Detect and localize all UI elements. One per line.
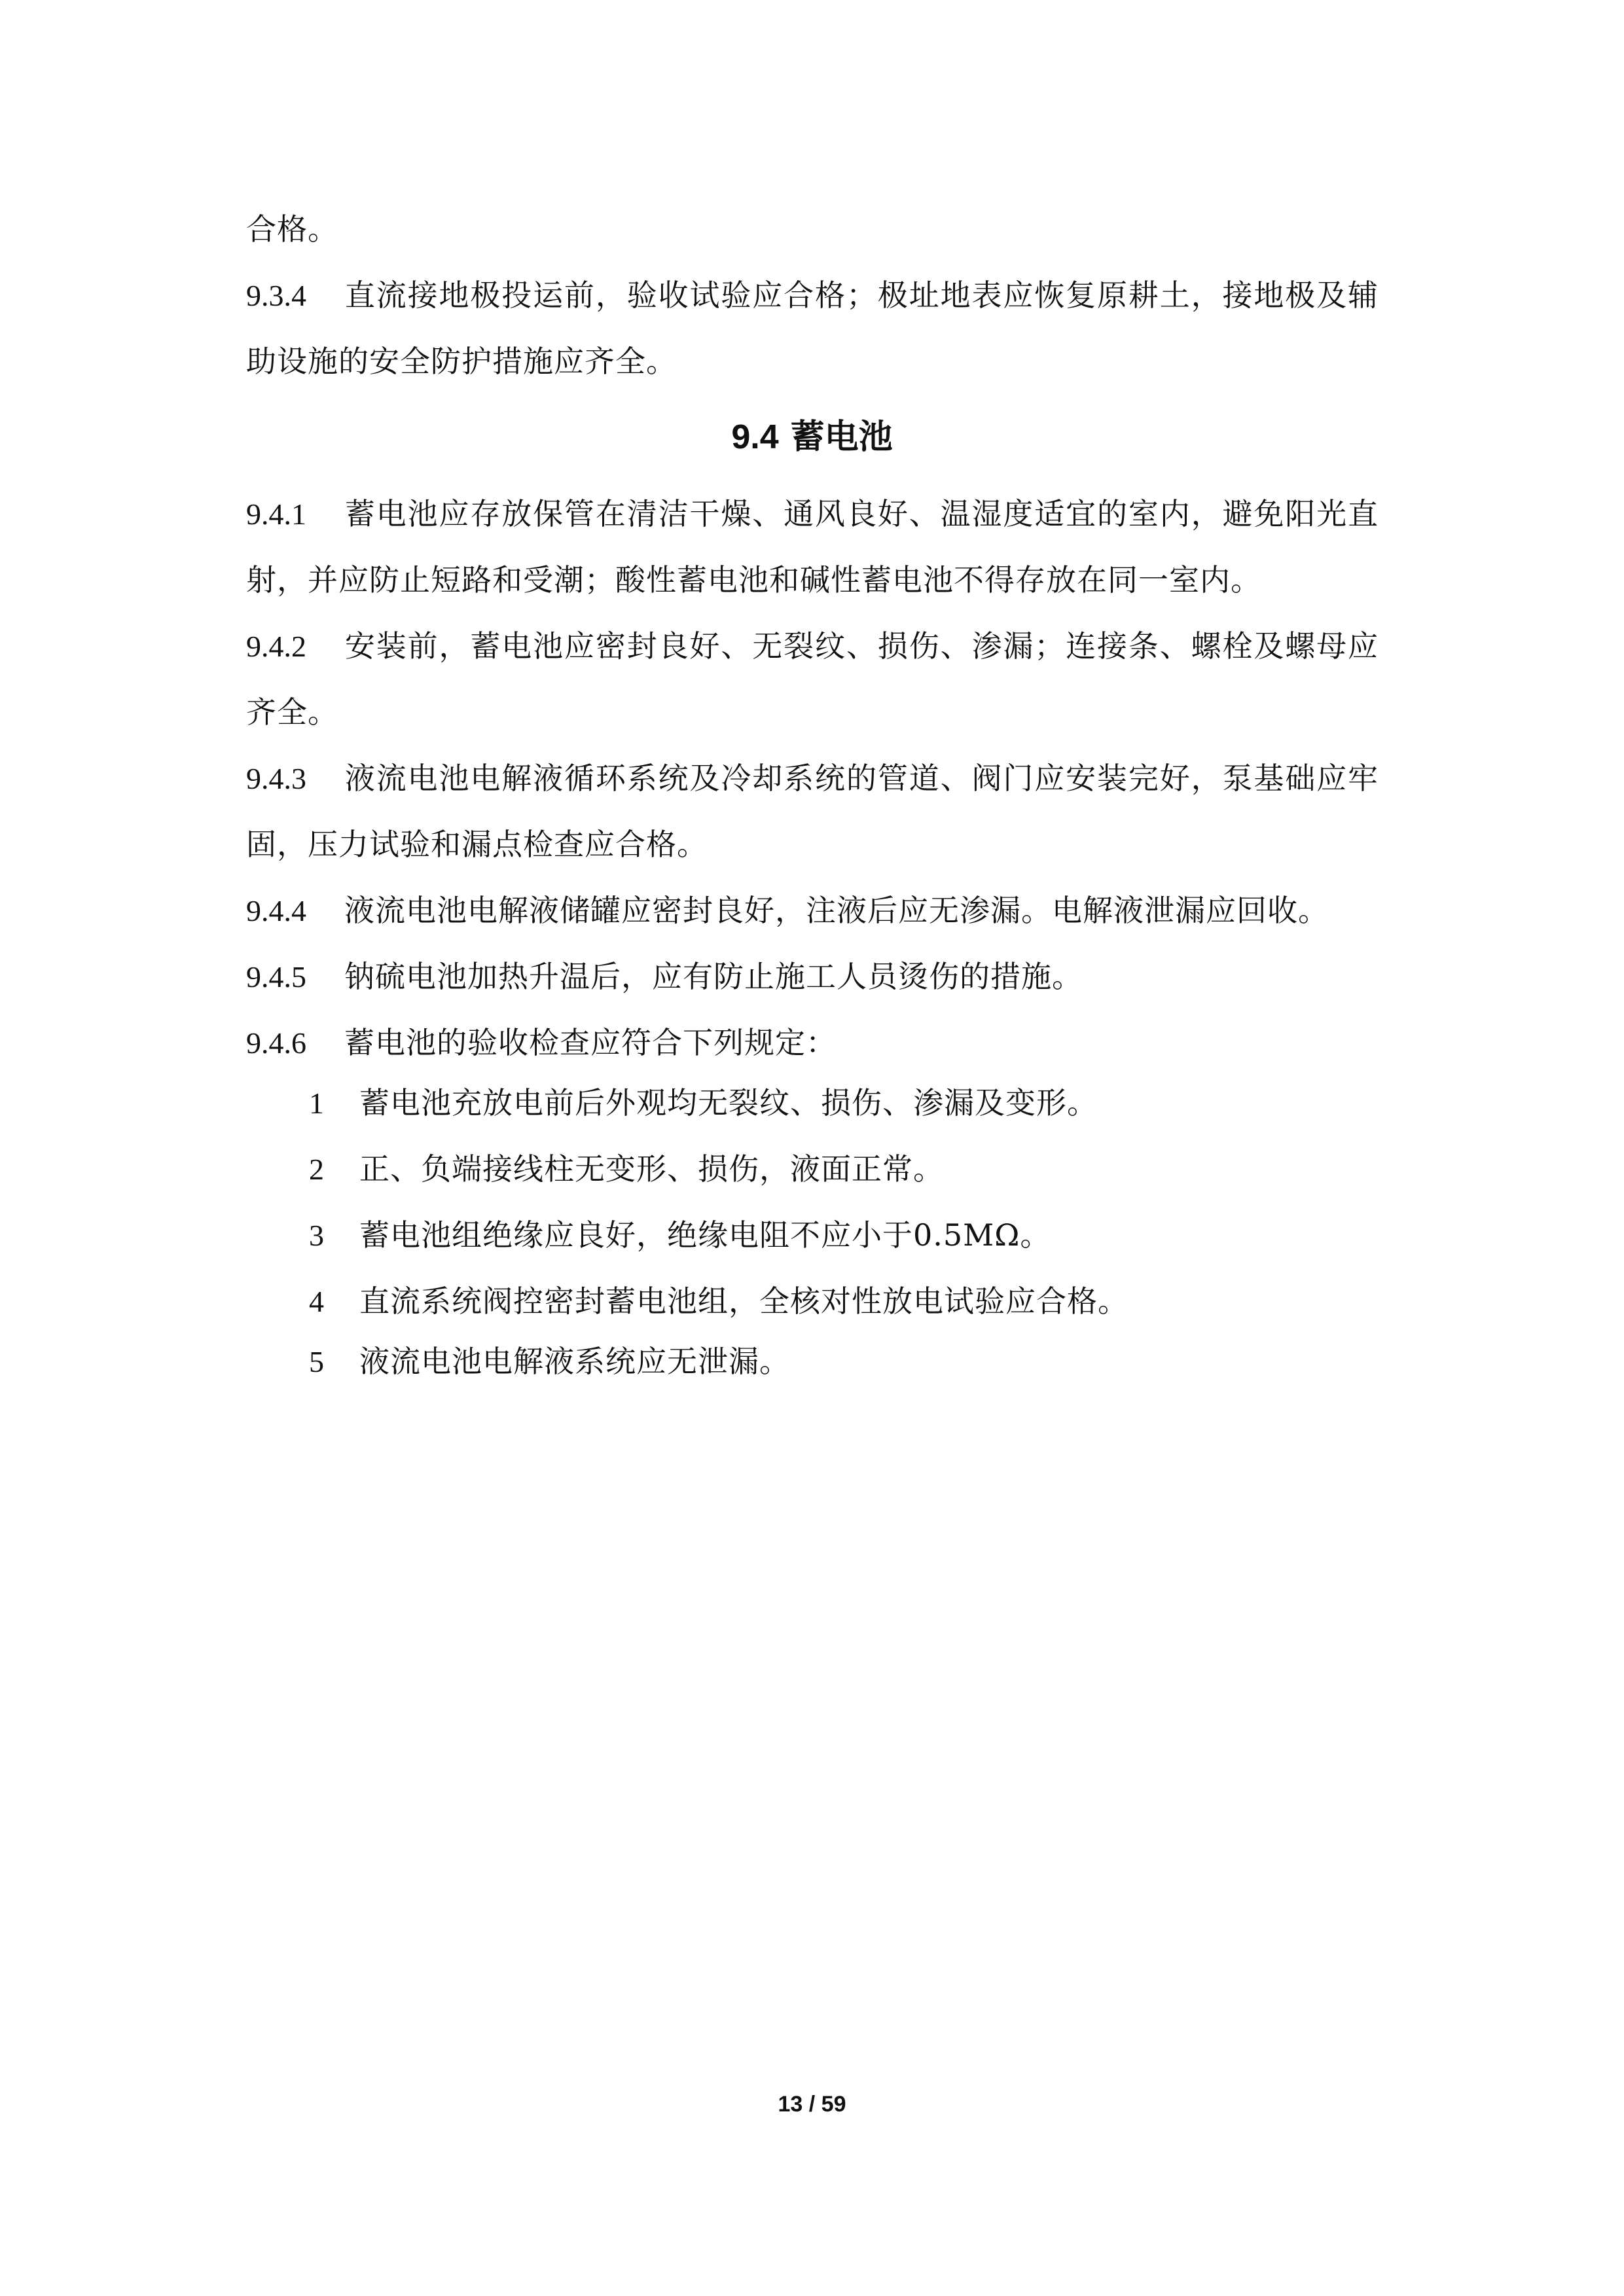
clause-block-9-4 (246, 481, 1379, 1076)
section-number: 9.4 (731, 418, 779, 456)
clause-number: 9.4.4 (246, 894, 306, 927)
list-item-number: 1 (309, 1086, 325, 1120)
clause-number: 9.4.5 (246, 960, 306, 994)
clause-number: 9.4.2 (246, 630, 306, 663)
list-item (246, 1070, 1379, 1136)
list-item (246, 1136, 1379, 1202)
clause-text: 蓄电池应存放保管在清洁干燥、通风良好、温湿度适宜的室内，避免阳光直射，并应防止短路和受潮；酸性蓄电池和碱性蓄电池不得存放在同一室内。 (246, 496, 1379, 598)
list-item (246, 1335, 1379, 1388)
page-number: 13 / 59 (778, 2092, 846, 2117)
list-item-text: 液流电池电解液系统应无泄漏。 (359, 1344, 790, 1379)
list-item-number: 2 (309, 1153, 325, 1186)
clause-9-4-6 (246, 1010, 1379, 1076)
clause-text: 合格。 (246, 211, 338, 247)
clause-9-4-1 (246, 481, 1379, 613)
list-item-number: 5 (309, 1345, 325, 1378)
requirement-list (246, 1070, 1379, 1388)
list-item (246, 1268, 1379, 1335)
list-item (246, 1202, 1379, 1268)
clause-block-9-3 (246, 196, 1379, 395)
section-title: 蓄电池 (790, 418, 893, 457)
clause-text: 液流电池电解液循环系统及冷却系统的管道、阀门应安装完好，泵基础应牢固，压力试验和漏点检查应合格。 (246, 761, 1379, 862)
clause-9-4-4 (246, 878, 1379, 944)
clause-9-4-2 (246, 613, 1379, 745)
clause-9-4-5 (246, 944, 1379, 1010)
clause-text: 钠硫电池加热升温后，应有防止施工人员烫伤的措施。 (344, 959, 1083, 994)
clause-text: 液流电池电解液储罐应密封良好，注液后应无渗漏。电解液泄漏应回收。 (344, 893, 1329, 928)
clause-number: 9.3.4 (246, 279, 306, 312)
list-item-text: 蓄电池充放电前后外观均无裂纹、损伤、渗漏及变形。 (359, 1085, 1098, 1121)
list-item-text: 正、负端接线柱无变形、损伤，液面正常。 (359, 1151, 944, 1187)
list-item-number: 3 (309, 1219, 325, 1252)
list-item-number: 4 (309, 1285, 325, 1318)
clause-number: 9.4.3 (246, 762, 306, 795)
clause-9-4-3 (246, 745, 1379, 878)
list-item-text: 直流系统阀控密封蓄电池组，全核对性放电试验应合格。 (359, 1283, 1128, 1319)
clause-number: 9.4.1 (246, 497, 306, 531)
clause-text: 安装前，蓄电池应密封良好、无裂纹、损伤、渗漏；连接条、螺栓及螺母应齐全。 (246, 628, 1379, 730)
list-item-text: 蓄电池组绝缘应良好，绝缘电阻不应小于0.5MΩ。 (359, 1217, 1051, 1253)
clause-text: 直流接地极投运前，验收试验应合格；极址地表应恢复原耕土，接地极及辅助设施的安全防护措施应齐全。 (246, 278, 1379, 379)
section-heading (0, 404, 1624, 471)
clause-9-3-4 (246, 262, 1379, 395)
clause-text: 蓄电池的验收检查应符合下列规定： (344, 1025, 837, 1060)
clause-continuation (246, 196, 1379, 262)
clause-number: 9.4.6 (246, 1026, 306, 1060)
